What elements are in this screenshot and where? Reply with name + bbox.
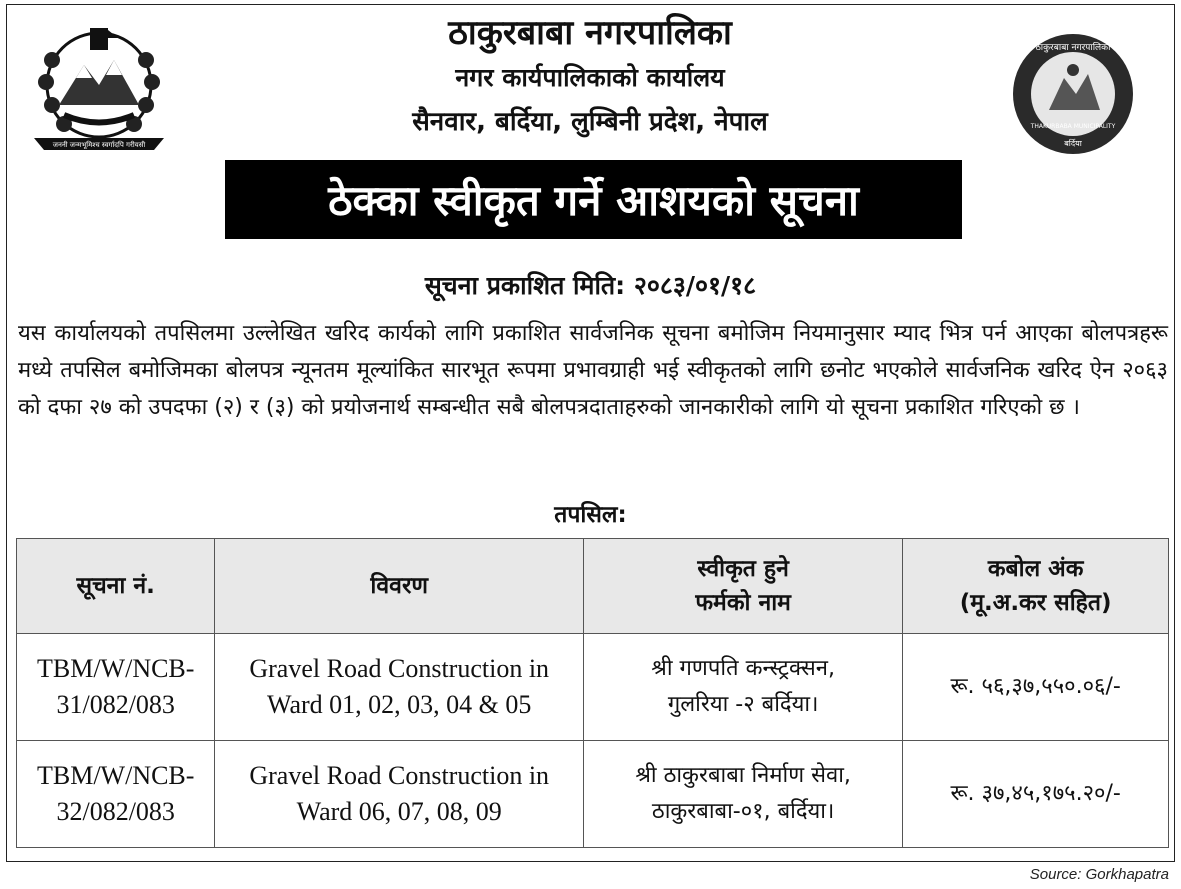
publication-date: सूचना प्रकाशित मिति: २०८३/०१/१८ [424, 271, 757, 300]
row-description [215, 741, 584, 848]
table-row [17, 741, 1169, 848]
row-bid-amount: रू. ३७,४५,१७५.२०/- [903, 741, 1169, 848]
schedule-label: तपसिल: [554, 502, 627, 528]
municipality-logo-icon [1004, 30, 1142, 162]
contract-table [16, 538, 1169, 848]
firm-line1: श्री ठाकुरबाबा निर्माण सेवा, [635, 763, 851, 788]
description-line1: Gravel Road Construction in [249, 654, 550, 683]
description-line2: Ward 06, 07, 08, 09 [296, 797, 502, 826]
notice-body: यस कार्यालयको तपसिलमा उल्लेखित खरिद कार्यको लागि प्रकाशित सार्वजनिक सूचना बमोजिम नियमानुसार म्याद भित्र पर्न आएका बोलपत्रहरू मध्ये तपसिल बमोजिमका बोलपत्र न्यूनतम मूल्यांकित सारभूत रूपमा प्रभावग्राही भई स्वीकृतको लागि छनोट भएकोले सार्वजनिक खरिद ऐन २०६३ को दफा २७ को उपदफा (२) र (३) को प्रयोजनार्थ सम्बन्धीत सबै बोलपत्रदाताहरुको जानकारीको लागि यो सूचना प्रकाशित गरिएको छ । [18, 321, 1168, 420]
nepal-emblem-icon [24, 20, 174, 160]
row-firm-name [584, 741, 903, 848]
header-firm-name [584, 539, 903, 634]
header-notice-no: सूचना नं. [17, 539, 215, 634]
header-description: विवरण [215, 539, 584, 634]
header-firm-line2: फर्मको नाम [695, 590, 791, 616]
municipality-name: ठाकुरबाबा नगरपालिका [448, 13, 732, 53]
firm-line2: ठाकुरबाबा-०१, बर्दिया। [651, 799, 835, 824]
table-header-row [17, 539, 1169, 634]
logo-text-top: ठाकुरबाबा नगरपालिका [1035, 43, 1111, 53]
header-amount-line2: (मू.अ.कर सहित) [959, 590, 1112, 616]
header-amount-line1: कबोल अंक [987, 556, 1084, 582]
emblem-motto: जननी जन्मभूमिश्च स्वर्गादपि गरीयसी [52, 141, 146, 149]
description-line2: Ward 01, 02, 03, 04 & 05 [267, 690, 532, 719]
logo-text-bottom: THAKURBABA MUNICIPALITY [1030, 123, 1116, 130]
row-notice-no [17, 741, 215, 848]
office-address: सैनवार, बर्दिया, लुम्बिनी प्रदेश, नेपाल [412, 107, 768, 137]
row-bid-amount: रू. ५६,३७,५५०.०६/- [903, 634, 1169, 741]
firm-line2: गुलरिया -२ बर्दिया। [667, 692, 819, 717]
notice-title-banner [225, 160, 962, 239]
office-name: नगर कार्यपालिकाको कार्यालय [455, 63, 725, 92]
row-firm-name [584, 634, 903, 741]
notice-no-line2: 32/082/083 [56, 797, 175, 826]
header-bid-amount [903, 539, 1169, 634]
logo-text-place: बर्दिया [1064, 139, 1082, 148]
notice-title: ठेक्का स्वीकृत गर्ने आशयको सूचना [328, 176, 859, 225]
row-notice-no [17, 634, 215, 741]
notice-no-line2: 31/082/083 [56, 690, 175, 719]
header-firm-line1: स्वीकृत हुने [697, 556, 789, 582]
firm-line1: श्री गणपति कन्स्ट्रक्सन, [651, 656, 835, 681]
notice-no-line1: TBM/W/NCB- [36, 761, 195, 790]
table-row [17, 634, 1169, 741]
source-credit: Source: Gorkhapatra [1029, 866, 1169, 883]
description-line1: Gravel Road Construction in [249, 761, 550, 790]
notice-no-line1: TBM/W/NCB- [36, 654, 195, 683]
row-description [215, 634, 584, 741]
